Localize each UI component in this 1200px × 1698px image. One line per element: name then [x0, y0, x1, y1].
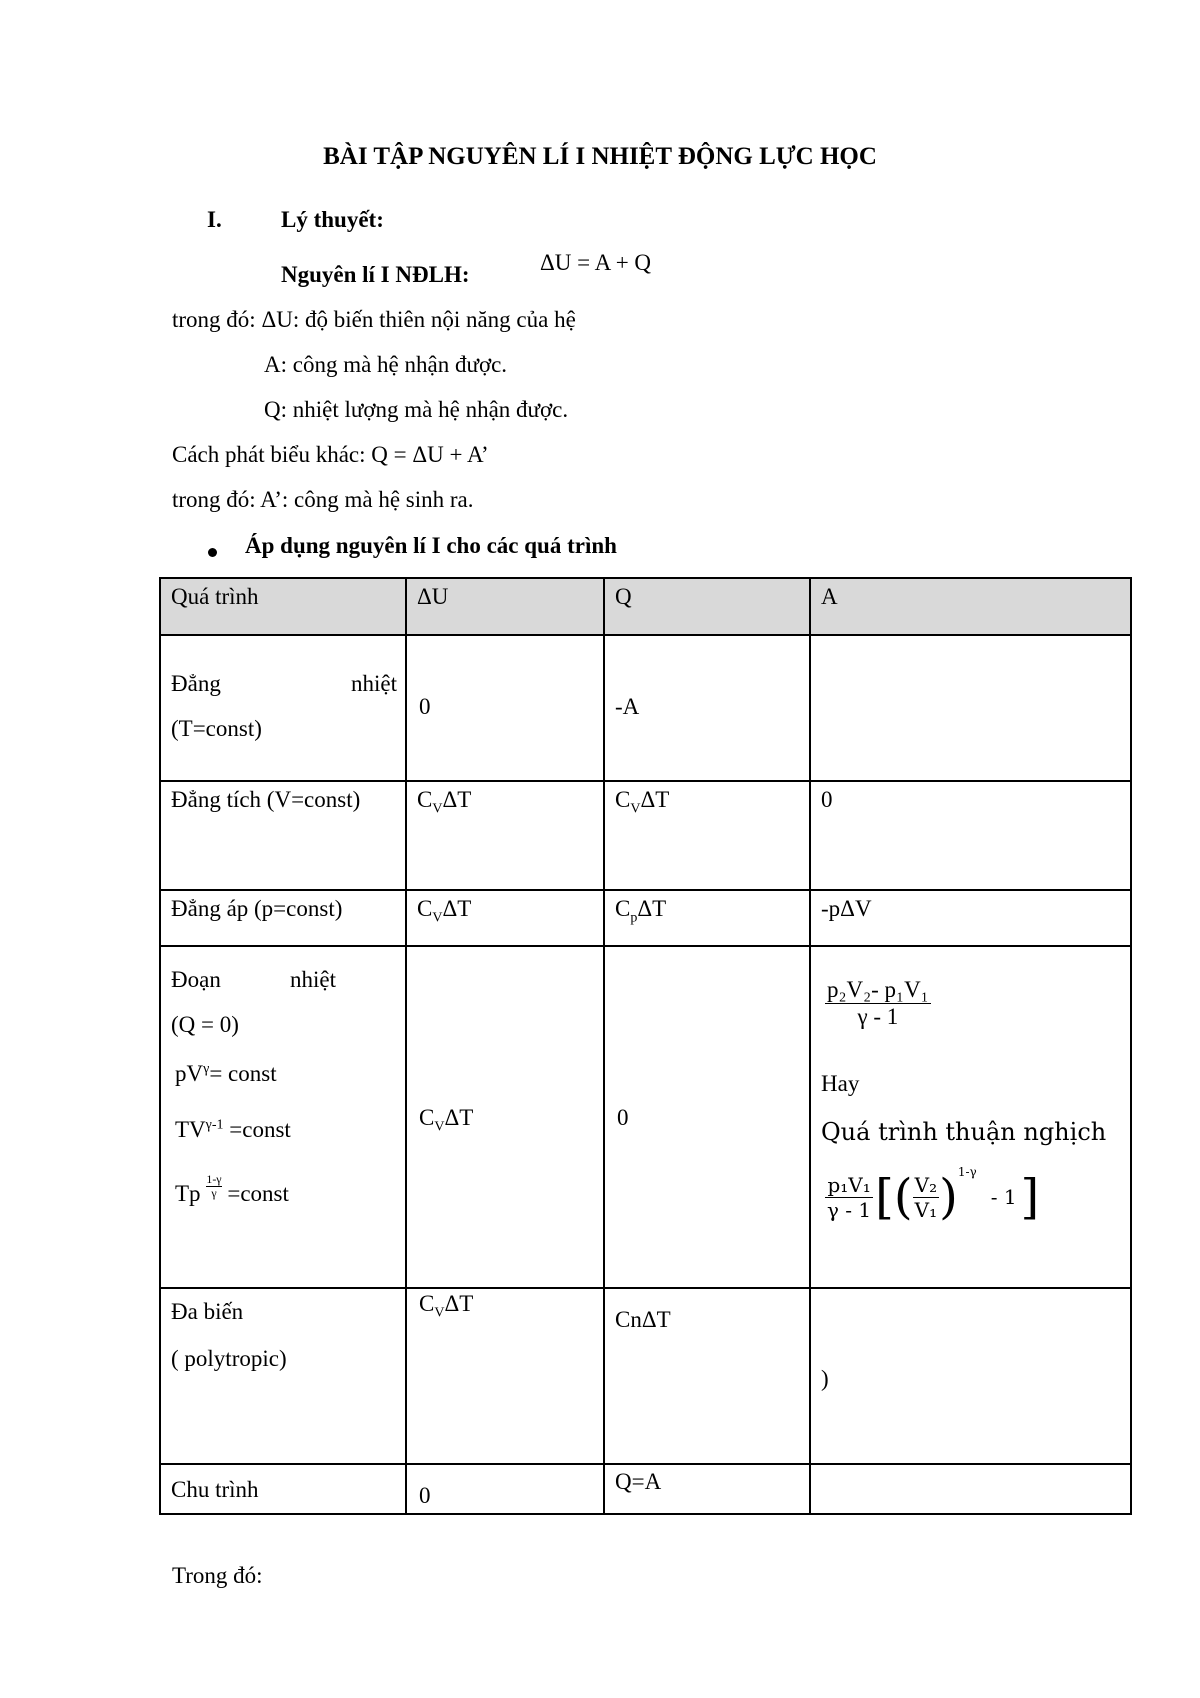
row-name-part: (Q = 0) [171, 1012, 239, 1037]
prefactor-denominator: γ - 1 [827, 1197, 872, 1222]
cell-q: Q=A [615, 1469, 662, 1494]
cell-q: -A [615, 694, 640, 719]
eq-exponent-numerator: 1-γ [206, 1172, 222, 1186]
ratio-numerator: V₂ [914, 1172, 938, 1197]
cv-subscript: V [434, 1305, 445, 1321]
work-prefactor [825, 1173, 873, 1222]
section-number: I. [207, 207, 222, 232]
definition-line: Q: nhiệt lượng mà hệ nhận được. [264, 397, 569, 422]
header-process: Quá trình [171, 584, 259, 609]
eq-exponent-fraction [206, 1173, 221, 1200]
cv-symbol: C [417, 787, 433, 812]
cv-symbol: C [615, 787, 631, 812]
cell-a [811, 1465, 1130, 1475]
cv-symbol: C [419, 1105, 435, 1130]
row-name: Đẳng tích (V=const) [171, 787, 361, 812]
delta-t: ΔT [444, 1105, 474, 1130]
cv-subscript: V [432, 801, 443, 817]
process-table [159, 577, 1132, 1515]
eq-base: TV [175, 1117, 206, 1142]
table-row [160, 946, 1131, 1288]
eq-tail: =const [227, 1181, 289, 1206]
row-name-part: nhiệt [351, 671, 397, 696]
eq-tail: = const [209, 1061, 277, 1086]
minus-one: - 1 [990, 1185, 1017, 1209]
adiabatic-equation-tv [175, 1117, 291, 1143]
cell-delta-u: 0 [419, 1483, 431, 1508]
row-name: Chu trình [171, 1477, 259, 1502]
eq-exponent: γ [203, 1061, 210, 1077]
cv-subscript: V [432, 910, 443, 926]
work-denominator: γ - 1 [857, 1004, 899, 1029]
ratio-denominator: V₁ [914, 1197, 938, 1222]
table-row [160, 1464, 1131, 1514]
reversible-label: Quá trình thuận nghịch [821, 1118, 1107, 1146]
cell-delta-u [419, 1105, 473, 1136]
delta-t: ΔT [442, 896, 472, 921]
cp-subscript: p [630, 910, 638, 926]
bullet-icon [208, 544, 217, 562]
adiabatic-equation-tp [175, 1173, 289, 1207]
right-bracket-icon: ] [1020, 1169, 1040, 1225]
eq-exponent: γ-1 [205, 1117, 224, 1133]
left-paren-icon: ( [893, 1169, 913, 1225]
table-row [160, 635, 1131, 781]
work-fraction [825, 977, 931, 1030]
cell-a: ) [821, 1366, 829, 1391]
delta-t: ΔT [444, 1291, 474, 1316]
reversible-work-formula [825, 1165, 1040, 1225]
header-a: A [821, 584, 838, 609]
definition-line: trong đó: A’: công mà hệ sinh ra. [172, 487, 474, 512]
cell-q: 0 [617, 1105, 629, 1130]
eq-base: Tp [175, 1181, 201, 1206]
cell-a [811, 636, 1130, 646]
law-label: Nguyên lí I NĐLH: [281, 262, 470, 287]
cell-a: 0 [821, 787, 833, 812]
volume-ratio [913, 1173, 939, 1222]
cv-symbol: C [419, 1291, 435, 1316]
right-paren-icon: ) [939, 1169, 958, 1225]
cell-a: -pΔV [821, 896, 872, 921]
or-label: Hay [821, 1071, 860, 1096]
eq-exponent-denominator: γ [211, 1186, 217, 1200]
eq-tail: =const [223, 1117, 291, 1142]
delta-t: ΔT [640, 787, 670, 812]
row-name-part: ( polytropic) [171, 1346, 287, 1371]
footer-text: Trong đó: [172, 1563, 263, 1588]
adiabatic-equation-pv [175, 1061, 277, 1087]
row-name-part: (T=const) [171, 716, 262, 741]
row-name-part: Đẳng [171, 671, 221, 696]
ratio-exponent: 1-γ [957, 1165, 977, 1179]
cell-q: CnΔT [615, 1307, 671, 1332]
law-formula: ΔU = A + Q [540, 250, 652, 275]
cell-delta-u [407, 782, 603, 823]
cell-delta-u [419, 1291, 473, 1322]
delta-t: ΔT [637, 896, 667, 921]
row-name-part: nhiệt [290, 967, 336, 992]
cv-symbol: C [417, 896, 433, 921]
row-name-part: Đa biến [171, 1299, 244, 1324]
cp-symbol: C [615, 896, 631, 921]
eq-base: pV [175, 1061, 204, 1086]
cell-delta-u: 0 [419, 694, 431, 719]
table-row [160, 890, 1131, 946]
cell-q [605, 891, 809, 932]
row-name-part: Đoạn [171, 967, 221, 992]
cell-q [605, 782, 809, 823]
bullet-heading: Áp dụng nguyên lí I cho các quá trình [245, 533, 617, 558]
table-row [160, 1288, 1131, 1464]
definition-line: A: công mà hệ nhận được. [264, 352, 508, 377]
cv-subscript: V [434, 1119, 445, 1135]
prefactor-numerator: p₁V₁ [827, 1172, 871, 1197]
table-header-row [160, 578, 1131, 635]
cell-delta-u [407, 891, 603, 932]
header-delta-u: ΔU [417, 584, 449, 609]
page-title: BÀI TẬP NGUYÊN LÍ I NHIỆT ĐỘNG LỰC HỌC [323, 143, 877, 170]
header-q: Q [615, 584, 632, 609]
definition-line: Cách phát biểu khác: Q = ΔU + A’ [172, 442, 489, 467]
section-heading: Lý thuyết: [281, 207, 384, 232]
row-name: Đẳng áp (p=const) [171, 896, 343, 921]
work-numerator: p₂V₂- p₁V₁ [827, 977, 929, 1002]
left-bracket-icon: [ [875, 1169, 894, 1225]
definition-line: trong đó: ΔU: độ biến thiên nội năng của hệ [172, 307, 576, 332]
delta-t: ΔT [442, 787, 472, 812]
cv-subscript: V [630, 801, 641, 817]
table-row [160, 781, 1131, 890]
